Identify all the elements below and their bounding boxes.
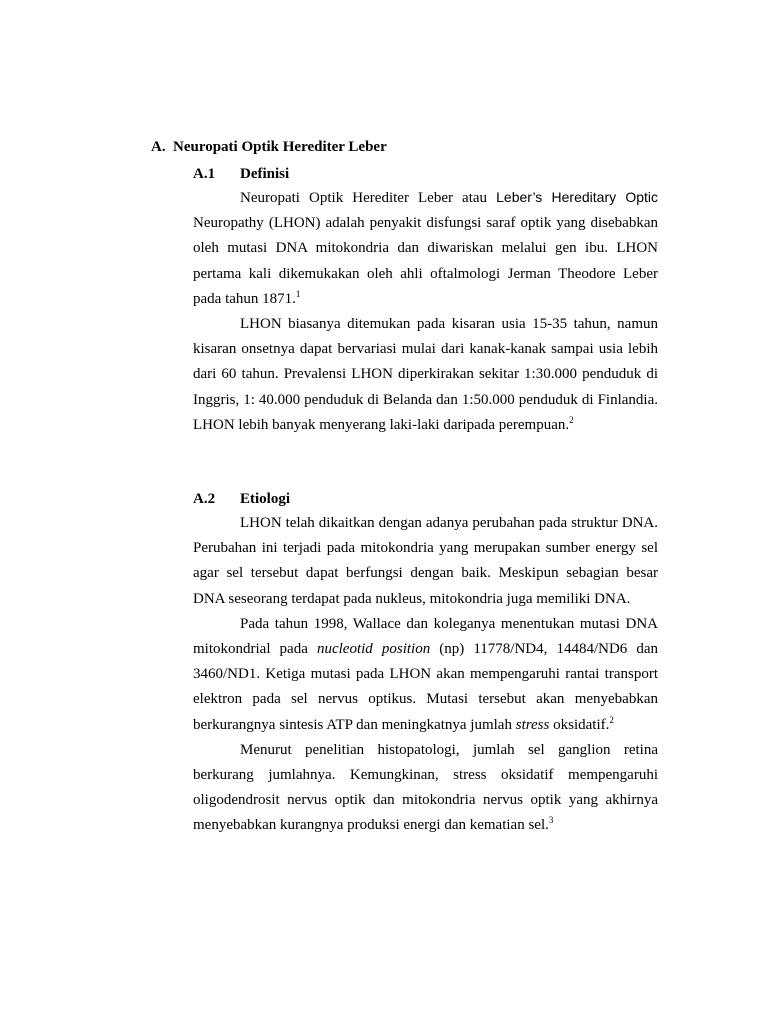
- definisi-p1-sans: Leber’s Hereditary Optic: [496, 189, 658, 205]
- etiologi-paragraph-3: [193, 738, 658, 839]
- definisi-heading: [193, 164, 289, 184]
- definisi-p1-serif: Neuropati Optik Herediter Leber atau: [240, 190, 488, 206]
- section-letter: A.: [151, 139, 166, 155]
- etiologi-number: A.2: [193, 491, 216, 507]
- definisi-p1-rest: Neuropathy (LHON) adalah penyakit disfungsi saraf optik yang disebabkan oleh mutasi DNA mitokondria dan diwariskan melalui gen ibu. LHON pertama kali dikemukakan oleh ahli oftalmologi Jerman Theodore Leber pada tahun 1871.: [193, 215, 658, 307]
- definisi-number: A.1: [193, 166, 216, 182]
- definisi-title: Definisi: [240, 166, 290, 182]
- definisi-paragraph-1: [193, 185, 658, 312]
- etiologi-p2-b: (np) 11778/ND4, 14484/ND6 dan 3460/ND1. Ketiga mutasi pada LHON akan mempengaruhi rantai transport elektron pada sel nervus optikus. Mutasi tersebut akan menyebabkan berkurangnya sintesis ATP dan meningkatnya jumlah: [193, 641, 659, 733]
- etiologi-p2-italic-2: stress: [515, 716, 550, 733]
- section-heading: [151, 137, 387, 157]
- definisi-p2-text: LHON biasanya ditemukan pada kisaran usia 15-35 tahun, namun kisaran onsetnya dapat bervariasi mulai dari kanak-kanak sampai usia lebih dari 60 tahun. Prevalensi LHON diperkirakan sekitar 1:30.000 penduduk di Inggris, 1: 40.000 penduduk di Belanda dan 1:50.000 penduduk di Finlandia. LHON lebih banyak menyerang laki-laki daripada perempuan.: [193, 316, 658, 433]
- etiologi-body: [193, 511, 658, 839]
- etiologi-p1-text: LHON telah dikaitkan dengan adanya perubahan pada struktur DNA. Perubahan ini terjadi pada mitokondria yang merupakan sumber energy sel agar sel tersebut dapat berfungsi dengan baik. Meskipun sebagian besar DNA seseorang terdapat pada nukleus, mitokondria juga memiliki DNA.: [193, 515, 658, 607]
- footnote-ref: 3: [548, 815, 554, 826]
- section-title: Neuropati Optik Herediter Leber: [173, 139, 387, 155]
- etiologi-title: Etiologi: [240, 491, 291, 507]
- etiologi-p2-c: oksidatif.: [553, 716, 610, 733]
- footnote-ref: 2: [569, 414, 574, 425]
- footnote-ref: 2: [609, 714, 614, 725]
- etiologi-p3-text: Menurut penelitian histopatologi, jumlah sel ganglion retina berkurang jumlahnya. Kemungkinan, stress oksidatif mempengaruhi oligodendrosit nervus optik dan mitokondria nervus optik yang akhirnya menyebabkan kurangnya produksi energi dan kematian sel.: [193, 741, 658, 834]
- etiologi-p2-a: Pada tahun 1998, Wallace dan koleganya menentukan mutasi DNA mitokondrial pada: [193, 615, 658, 658]
- definisi-paragraph-2: [193, 312, 658, 438]
- footnote-ref: 1: [295, 288, 301, 299]
- etiologi-heading: [193, 489, 290, 509]
- etiologi-paragraph-2: [193, 612, 658, 738]
- definisi-body: [193, 185, 658, 438]
- etiologi-p2-italic: nucleotid position: [316, 641, 431, 658]
- etiologi-paragraph-1: [193, 511, 658, 612]
